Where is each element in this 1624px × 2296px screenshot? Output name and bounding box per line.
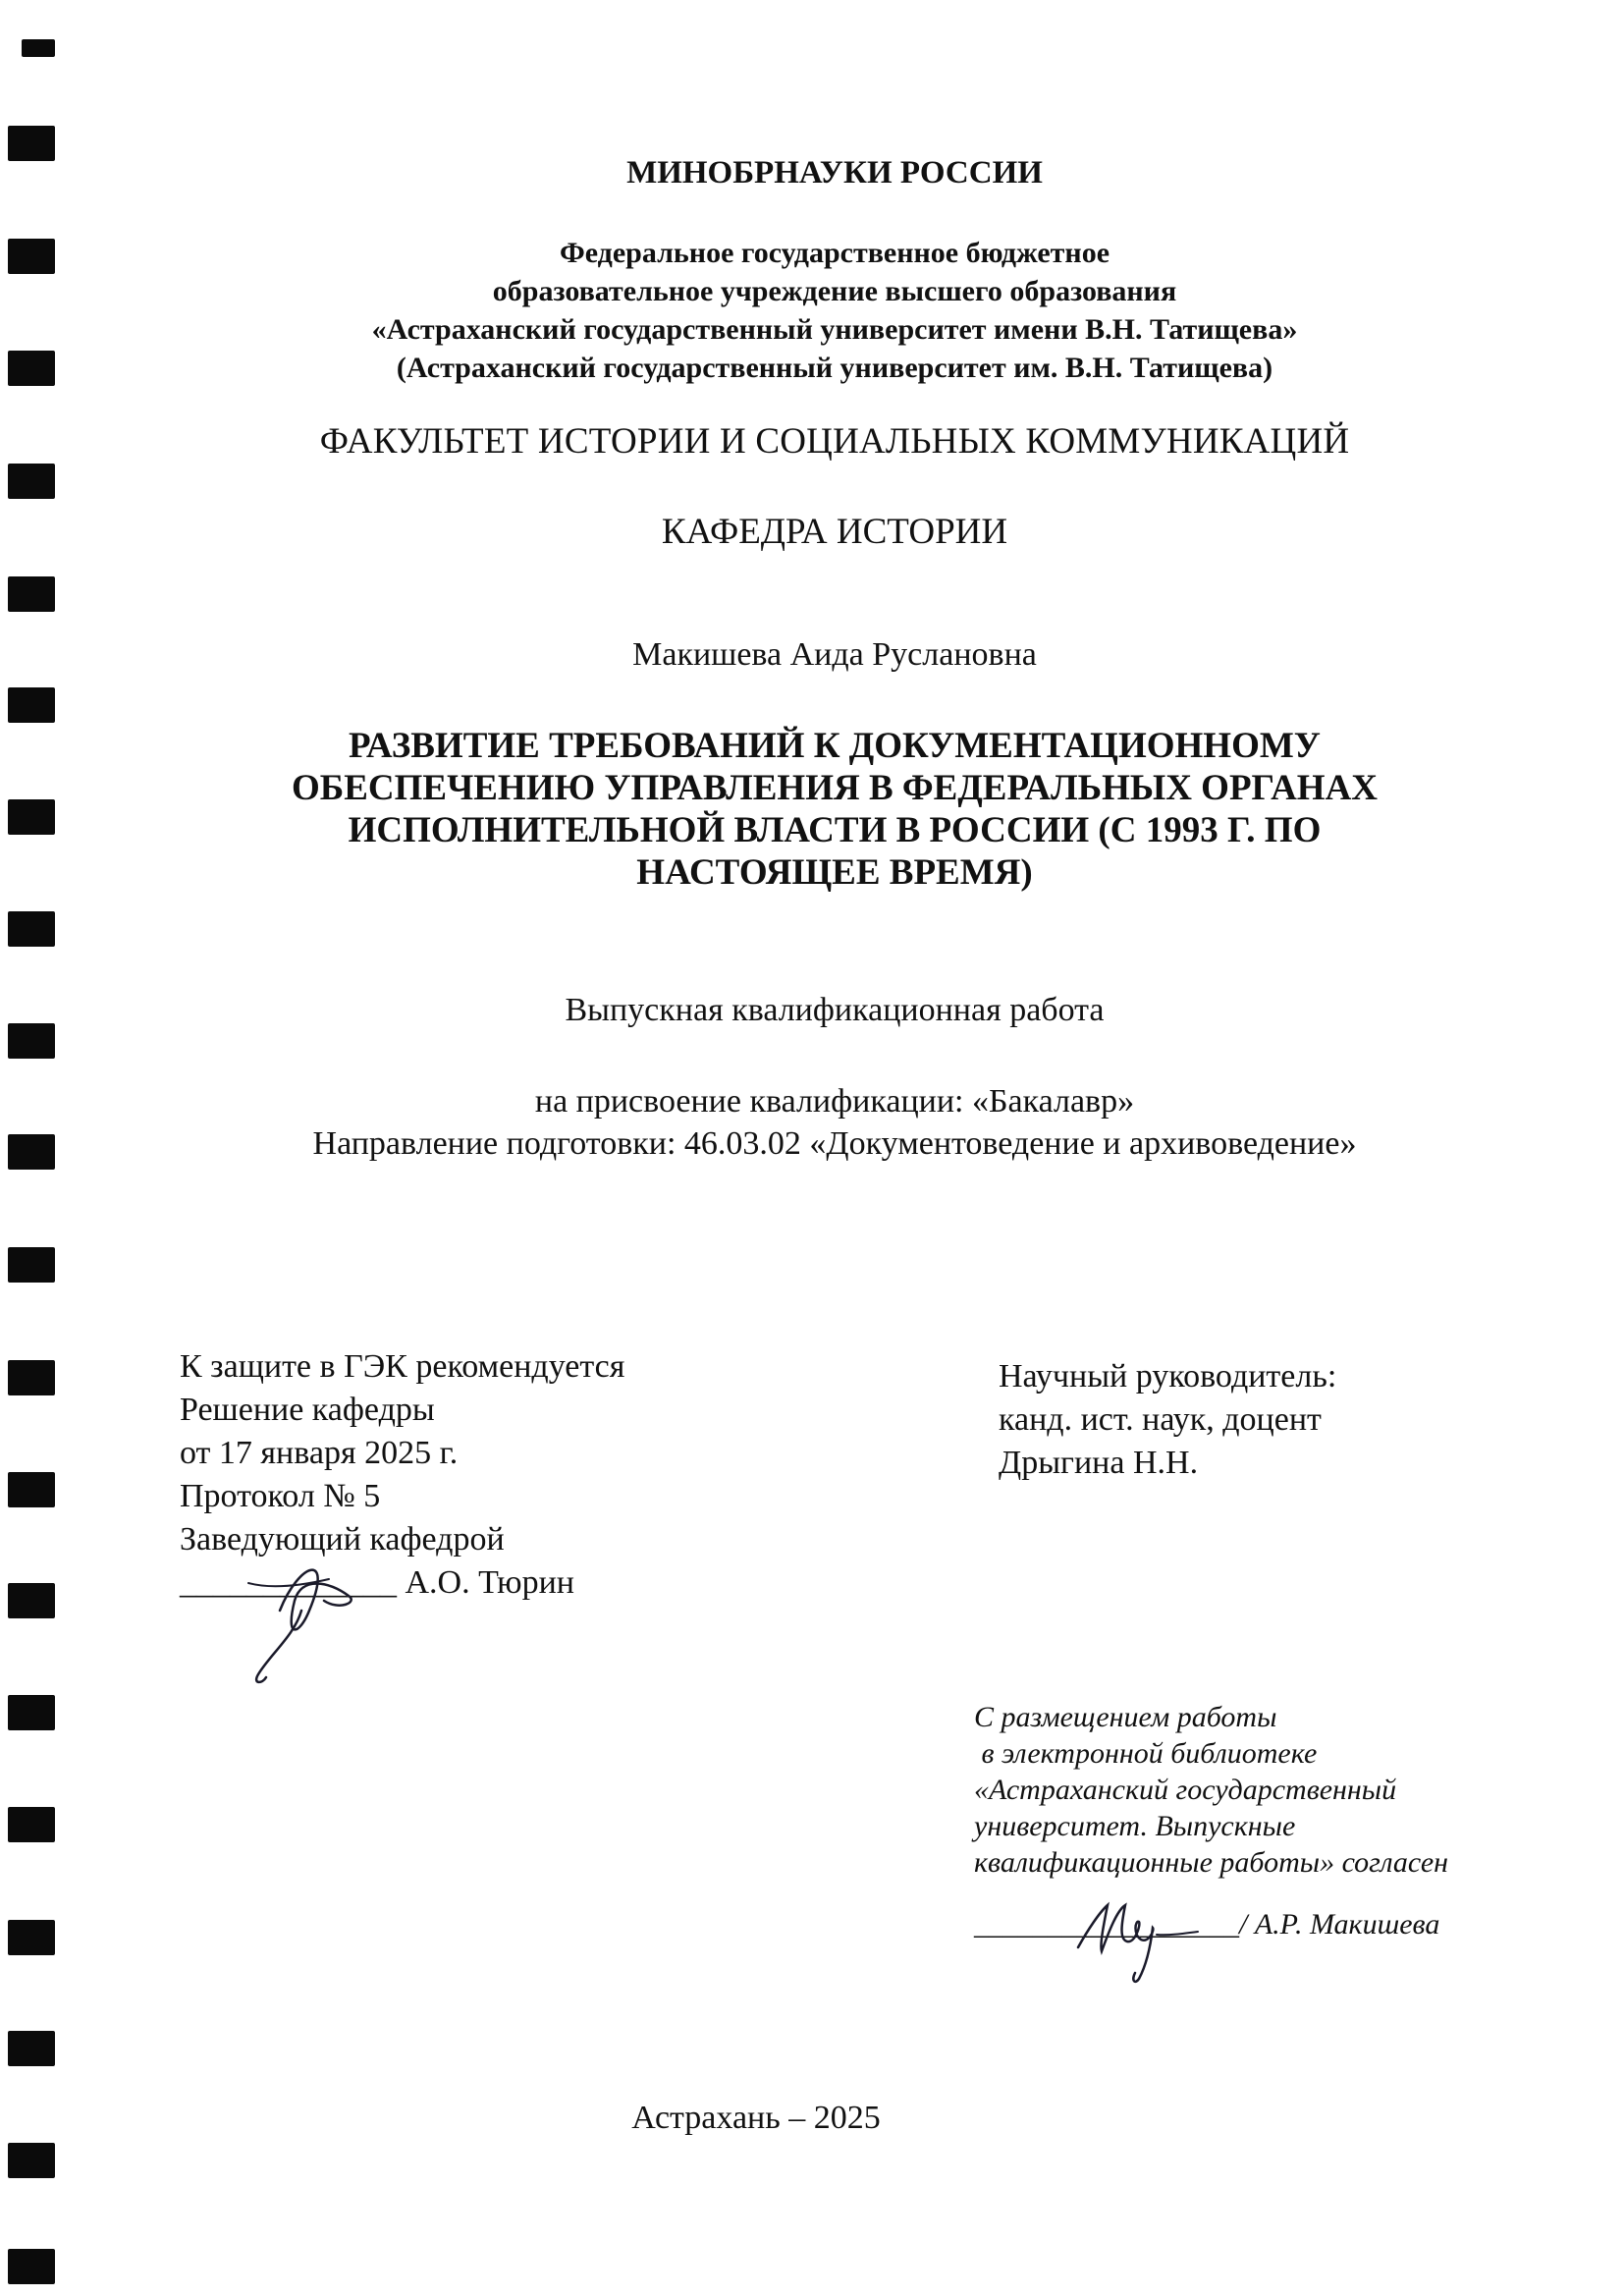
institution-name [177,234,1492,387]
consent-line: университет. Выпускные [974,1810,1296,1842]
supervisor-line: Дрыгина Н.Н. [999,1445,1199,1481]
faculty-name: ФАКУЛЬТЕТ ИСТОРИИ И СОЦИАЛЬНЫХ КОММУНИКАЦИЙ [319,421,1350,462]
department-name: КАФЕДРА ИСТОРИИ [661,512,1008,552]
institution-line: образовательное учреждение высшего образования [492,275,1177,307]
binder-hole [8,687,55,723]
binder-hole [8,911,55,947]
binder-hole [8,1695,55,1730]
binder-hole [8,1360,55,1395]
approval-line: К защите в ГЭК рекомендуется [180,1348,625,1385]
head-signature [241,1542,378,1689]
author-signature-line: __________________/ А.Р. Макишева [974,1908,1440,1941]
binder-hole [8,799,55,835]
author-signature [1070,1890,1208,1989]
approval-line: Протокол № 5 [180,1478,381,1514]
binder-hole [8,1807,55,1842]
binder-hole [8,126,55,161]
approval-line: Решение кафедры [180,1392,435,1428]
binder-edge [0,0,69,2296]
binder-hole [8,2143,55,2178]
supervisor-block [999,1355,1336,1485]
direction-line: Направление подготовки: 46.03.02 «Документоведение и архивоведение» [312,1125,1357,1162]
institution-line: (Астраханский государственный университет им. В.Н. Татищева) [396,352,1273,384]
consent-line: квалификационные работы» согласен [974,1846,1449,1879]
title-line: РАЗВИТИЕ ТРЕБОВАНИЙ К ДОКУМЕНТАЦИОННОМУ [349,726,1321,766]
title-line: ИСПОЛНИТЕЛЬНОЙ ВЛАСТИ В РОССИИ (С 1993 Г. ПО [348,810,1322,850]
binder-hole [8,351,55,386]
title-line: НАСТОЯЩЕЕ ВРЕМЯ) [636,852,1033,893]
title-line: ОБЕСПЕЧЕНИЮ УПРАВЛЕНИЯ В ФЕДЕРАЛЬНЫХ ОРГАНАХ [291,768,1379,808]
approval-line: от 17 января 2025 г. [180,1435,459,1471]
city-year: Астрахань – 2025 [631,2100,881,2136]
supervisor-line: канд. ист. наук, доцент [999,1401,1322,1438]
qualification-block [177,1080,1492,1165]
library-consent-block [974,1699,1448,1942]
author-name: Макишева Аида Руслановна [632,636,1037,673]
qualification-line: на присвоение квалификации: «Бакалавр» [534,1083,1135,1120]
institution-line: «Астраханский государственный университет имени В.Н. Татищева» [371,313,1298,346]
binder-hole [8,464,55,499]
binder-hole [8,1583,55,1618]
binder-hole [8,2031,55,2066]
binder-hole [8,1920,55,1955]
binder-hole [8,1134,55,1170]
head-signature-line: _____________ А.О. Тюрин [180,1564,574,1601]
approval-line: Заведующий кафедрой [180,1521,505,1558]
binder-hole [22,39,55,57]
consent-line: С размещением работы [974,1701,1277,1733]
consent-line: в электронной библиотеке [974,1737,1318,1770]
binder-hole [8,239,55,274]
binder-hole [8,1472,55,1507]
supervisor-line: Научный руководитель: [999,1358,1337,1394]
thesis-title [226,725,1443,894]
binder-hole [8,1023,55,1059]
institution-line: Федеральное государственное бюджетное [559,237,1110,269]
binder-hole [8,576,55,612]
work-type: Выпускная квалификационная работа [565,992,1105,1028]
consent-line: «Астраханский государственный [974,1774,1397,1806]
binder-hole [8,1247,55,1283]
binder-hole [8,2249,55,2284]
ministry-heading: МИНОБРНАУКИ РОССИИ [626,155,1043,191]
